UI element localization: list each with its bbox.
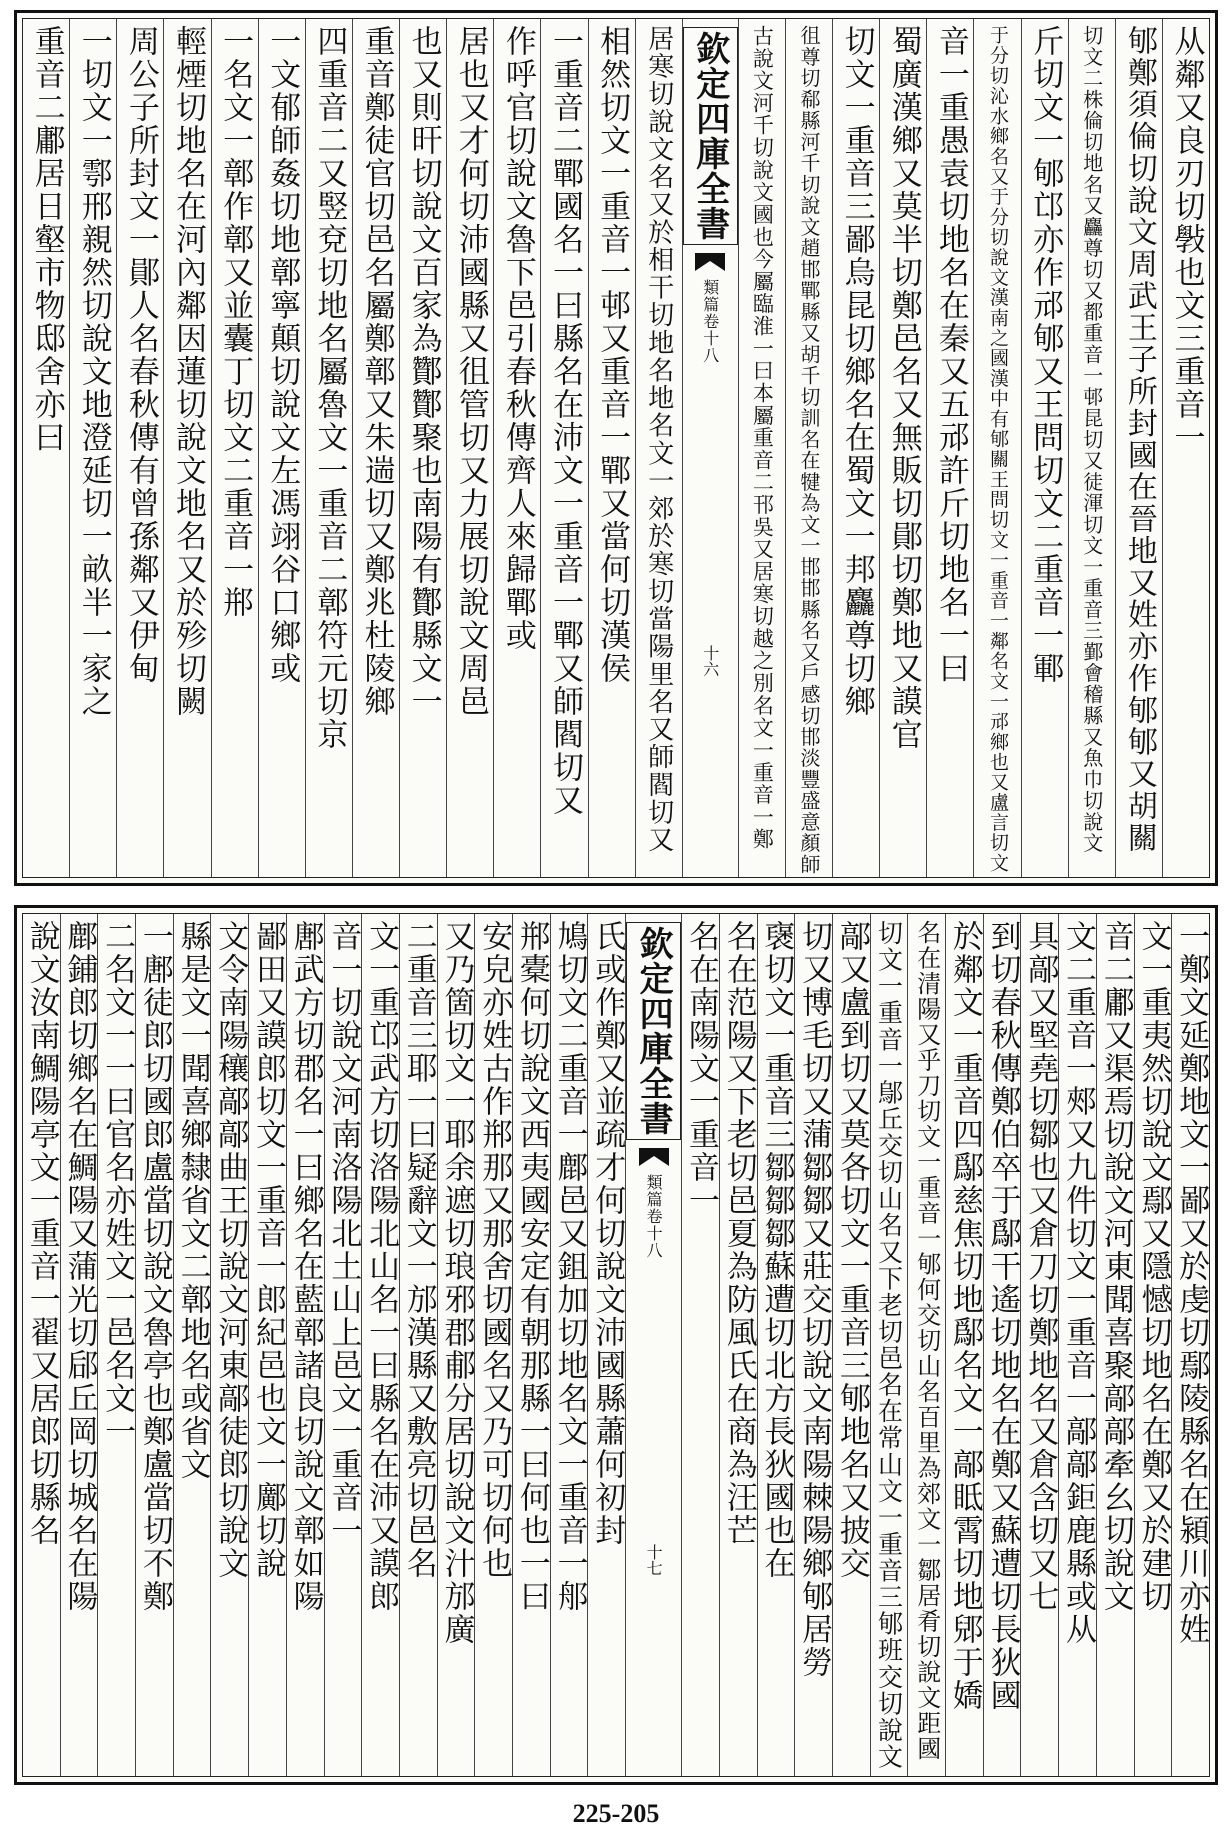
- column-text: 一切文一鄠邢親然切說文地澄延切一畝半一家之: [75, 25, 112, 718]
- text-column: [69, 19, 116, 877]
- column-text: 徂尊切郗縣河千切說文趙邯鄲縣又胡千切訓名在犍為文一邯邯縣名又戶感切邯淡豐盛意顏師: [796, 25, 821, 875]
- text-column: [163, 19, 210, 877]
- column-text: 重音鄭徒官切邑名屬鄭鄣又朱遄切又鄭兆杜陵鄉: [358, 25, 395, 718]
- fishtail-mark-icon: [695, 253, 725, 271]
- text-column: [361, 914, 399, 1776]
- book-title: 欽定四庫全書: [683, 27, 738, 245]
- text-column: [437, 914, 475, 1776]
- text-column: [1134, 914, 1172, 1776]
- column-text: 古說文河千切說文國也今屬臨淮一曰本屬重音二邗吳又居寒切越之別名文一重音一鄭: [750, 25, 775, 851]
- column-text: 輕煙切地名在河內鄰因蓮切說文地名又於殄切闕: [169, 25, 206, 718]
- column-text: 一鄭文延鄭地文一鄙又於虔切鄢陵縣名在潁川亦姓: [1173, 920, 1209, 1646]
- text-column: [879, 19, 926, 877]
- text-column: [540, 19, 587, 877]
- text-column: [60, 914, 98, 1776]
- column-text: 名在南陽文一重音一: [683, 920, 719, 1217]
- text-column: [352, 19, 399, 877]
- column-text: 切文二株倫切地名又麤尊切又都重音一邨昆切又徒渾切文一重音三鄞會稽縣又魚巾切說文: [1079, 25, 1104, 854]
- column-text: 又乃箇切文一耶余遮切琅邪郡郙分居切說文汁邡廣: [438, 920, 475, 1646]
- section-name: 類篇: [644, 1174, 664, 1208]
- column-text: 鄙田又謨郎切文一重音一郎紀邑也文一鄺切說: [249, 920, 286, 1580]
- column-text: 鄌武方切郡名一曰鄉名在藍鄣諸良切說文鄣如陽: [287, 920, 324, 1613]
- column-text: 鳩切文二重音一鄜邑又鉏加切地名文一重音一郍: [551, 920, 588, 1613]
- column-text: 蜀廣漢鄉又莫半切鄭邑名又無販切鄖切鄭地又謨官: [885, 25, 922, 751]
- column-text: 周公子所封文一鄖人名春秋傳有曾孫鄰又伊甸: [122, 25, 159, 685]
- column-text: 文令南陽穰鄗鄗曲王切說文河東鄗徒郎切說文: [212, 920, 249, 1580]
- text-column: [550, 914, 588, 1776]
- text-column: [258, 19, 305, 877]
- text-column: [635, 19, 682, 877]
- text-column: [1171, 914, 1209, 1776]
- column-text: 一名文一鄣作鄣又並囊丁切文二重音一郱: [217, 25, 254, 619]
- text-column: [248, 914, 286, 1776]
- column-text: 文一重夷然切說文鄢又隱憾切地名在鄭又於建切: [1135, 920, 1172, 1613]
- column-text: 文一重邙武方切洛陽北山名一曰縣名在沛又謨郎: [363, 920, 399, 1613]
- text-column: [832, 914, 870, 1776]
- fishtail-mark-icon: [639, 1148, 669, 1166]
- column-text: 到切春秋傳鄭伯卒于鄬干遙切地名在鄭又蘇遭切長狄國: [984, 920, 1021, 1712]
- text-column: [681, 914, 719, 1776]
- text-column: [173, 914, 211, 1776]
- text-column: [973, 19, 1020, 877]
- column-text: 郱橐何切說文西夷國安定有朝那縣一曰何也一曰: [513, 920, 550, 1613]
- column-text: 音一切說文河南洛陽北土山上邑文一重音一: [325, 920, 362, 1547]
- column-text: 切又博毛切又蒲鄒鄒又莊交切說文南陽棘陽鄉郇居勞: [796, 920, 832, 1679]
- column-text: 二重音三耶一曰疑辭文一邡漢縣又敷亮切邑名: [400, 920, 437, 1580]
- column-text: 重音二鄘居日壑市物邸舍亦曰: [28, 25, 65, 454]
- text-column: [399, 19, 446, 877]
- column-text: 居寒切說文名又於相干切地名地名文一郊於寒切當陽里名又師閻切又: [643, 25, 674, 854]
- book-title: 欽定四庫全書: [626, 922, 681, 1140]
- text-column: [512, 914, 550, 1776]
- text-column: [719, 914, 757, 1776]
- column-text: 音一重愚袁切地名在秦又五邧許斤切地名一曰: [932, 25, 969, 685]
- column-text: 安皃亦姓古作郱那又那舍切國名又乃可切何也: [476, 920, 513, 1580]
- text-column: [945, 914, 983, 1776]
- text-column: [757, 914, 795, 1776]
- top-columns: [23, 19, 1209, 877]
- text-column: [832, 19, 879, 877]
- column-text: 文二重音一郟又九件切文一重音一鄗鄗鉅鹿縣或从: [1060, 920, 1096, 1646]
- column-text: 具鄗又堅堯切鄒也又倉刀切鄭地名又倉含切又七: [1022, 920, 1059, 1613]
- column-text: 从鄰又良刃切斅也文三重音一: [1168, 25, 1205, 454]
- text-column: [493, 19, 540, 877]
- bottom-center-gutter: [625, 914, 681, 1776]
- column-text: 氏或作鄭又並疏才何切說文沛國縣蕭何初封: [589, 920, 626, 1547]
- text-column: [305, 19, 352, 877]
- text-column: [983, 914, 1021, 1776]
- text-column: [738, 19, 785, 877]
- text-column: [210, 914, 248, 1776]
- column-text: 音二鄘又渠焉切說文河東聞喜聚鄗鄗牽幺切說文: [1097, 920, 1134, 1613]
- text-column: [785, 19, 832, 877]
- text-column: [23, 914, 60, 1776]
- text-column: [907, 914, 945, 1776]
- page-number: 225-205: [572, 1799, 660, 1828]
- column-text: 名在清陽又乎刀切文一重音一郇何交切山名百里為郊文一鄒居肴切說文距國: [912, 920, 941, 1762]
- text-column: [926, 19, 973, 877]
- text-column: [286, 914, 324, 1776]
- folio-number: 十七: [644, 1544, 664, 1576]
- section-volume: [699, 279, 722, 364]
- column-text: 居也又才何切沛國縣又徂管切又力展切說文周邑: [452, 25, 489, 718]
- column-text: 縣是文一聞喜鄉隸省文二鄣地名或省文: [174, 920, 211, 1481]
- column-text: 二名文一一曰官名亦姓文一邑名文一: [99, 920, 136, 1448]
- column-text: 一重音二鄲國名一曰縣名在沛文一重音一鄲又師閻切又: [546, 25, 583, 817]
- text-column: [587, 914, 625, 1776]
- text-column: [97, 914, 135, 1776]
- column-text: 切文一重音一鄔丘交切山名又下老切邑名在常山文一重音三郇班交切說文: [874, 920, 904, 1770]
- text-column: [870, 914, 908, 1776]
- top-center-gutter: [682, 19, 738, 877]
- text-column: [324, 914, 362, 1776]
- text-column: [588, 19, 635, 877]
- column-text: 也又則旰切說文百家為酇酇聚也南陽有酇縣文一: [405, 25, 442, 718]
- section-name: 類篇: [700, 279, 720, 313]
- column-text: 于分切沁水鄉名又于分切說文漢南之國漢中有郇關王問切文一重音一鄰名文一邧鄉也又盧言切文: [986, 25, 1009, 873]
- text-column: [211, 19, 258, 877]
- text-column: [1058, 914, 1096, 1776]
- text-column: [399, 914, 437, 1776]
- text-column: [474, 914, 512, 1776]
- column-text: 斤切文一郇邙亦作邧郇又王問切文二重音一鄆: [1027, 25, 1064, 685]
- bottom-columns: [23, 914, 1209, 1776]
- top-panel: [14, 10, 1218, 886]
- text-column: [794, 914, 832, 1776]
- text-column: [1020, 914, 1058, 1776]
- column-text: 一文郁師姦切地鄣寧顛切說文左馮翊谷口鄉或: [264, 25, 301, 685]
- text-column: [1096, 914, 1134, 1776]
- column-text: 鄜鋪郎切鄉名在鯛陽又蒲光切郈丘岡切城名在陽: [61, 920, 98, 1613]
- text-column: [1068, 19, 1115, 877]
- column-text: 郇鄭須倫切說文周武王子所封國在晉地又姓亦作郇郇又胡關: [1121, 25, 1157, 854]
- column-text: 襃切文一重音三鄒鄒鄒蘇遭切北方長狄國也在: [758, 920, 795, 1580]
- column-text: 名在范陽又下老切邑夏為防風氏在商為汪芒: [720, 920, 757, 1547]
- column-text: 切文一重音三鄙烏昆切鄉名在蜀文一邦麤尊切鄉: [838, 25, 875, 718]
- bottom-panel-frame: [22, 913, 1210, 1777]
- volume-label: 卷十八: [700, 313, 720, 364]
- column-text: 作呼官切說文魯下邑引春秋傳齊人來歸鄲或: [499, 25, 536, 652]
- text-column: [116, 19, 163, 877]
- column-text: 四重音二又竪兗切地名屬魯文一重音二鄣符元切京: [311, 25, 348, 751]
- text-column: [1162, 19, 1209, 877]
- text-column: [135, 914, 173, 1776]
- folio-number: 十六: [700, 645, 720, 677]
- text-column: [446, 19, 493, 877]
- text-column: [1021, 19, 1068, 877]
- column-text: 於鄰文一重音四鄬慈焦切地鄬名文一鄗眡霄切地郳于嬌: [946, 920, 983, 1712]
- column-text: 鄗又盧到切又莫各切文一重音三郇地名又披交: [833, 920, 870, 1580]
- column-text: 相然切文一重音一邨又重音一鄲又當何切漢侯: [594, 25, 631, 685]
- bottom-panel: [14, 905, 1218, 1785]
- volume-label: 卷十八: [644, 1208, 664, 1259]
- text-column: [23, 19, 69, 877]
- column-text: 一鄌徒郎切國郎盧當切說文魯亭也鄭盧當切不鄭: [136, 920, 173, 1613]
- text-column: [1115, 19, 1162, 877]
- column-text: 說文汝南鯛陽亭文一重音一翟又居郎切縣名: [23, 920, 60, 1547]
- top-panel-frame: [22, 18, 1210, 878]
- section-volume: [642, 1174, 665, 1259]
